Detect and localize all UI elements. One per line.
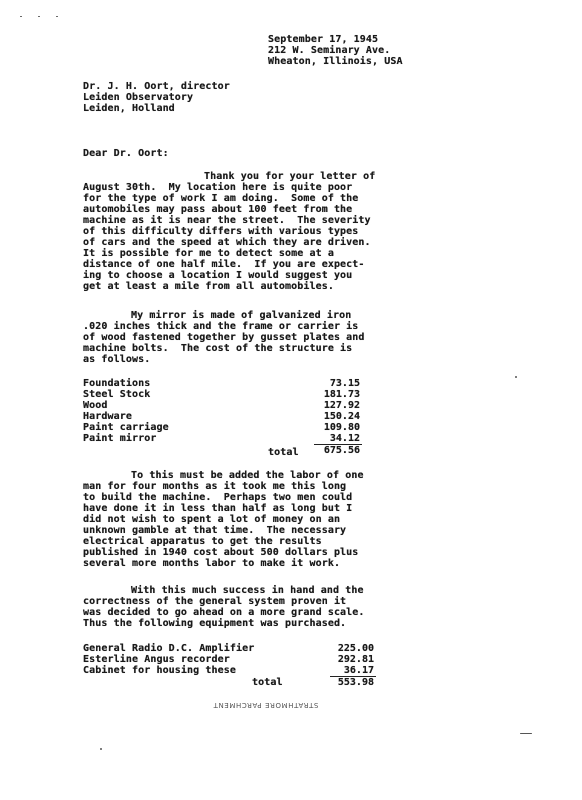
paragraph-line: to build the machine. Perhaps two men could (83, 492, 353, 503)
cost-label: Wood (83, 400, 108, 411)
paragraph-line: machine as it is near the street. The severity (83, 215, 371, 226)
cost-total-label: total (268, 447, 299, 458)
paragraph-line: My mirror is made of galvanized iron (131, 310, 352, 321)
cost-label: Hardware (83, 411, 132, 422)
speck (520, 733, 532, 734)
speck (56, 16, 58, 17)
paper-watermark: STRATHMORE PARCHMENT (213, 701, 319, 709)
paragraph-line: of wood fastened together by gusset plates and (83, 332, 365, 343)
equipment-amount: 225.00 (337, 643, 374, 654)
cost-amount: 181.73 (323, 389, 360, 400)
paragraph-line: was decided to go ahead on a more grand scale. (83, 607, 365, 618)
recipient-name: Dr. J. H. Oort, director (83, 81, 230, 92)
recipient-org: Leiden Observatory (83, 92, 194, 103)
sender-city: Wheaton, Illinois, USA (268, 56, 403, 67)
paragraph-line: get at least a mile from all automobiles. (83, 281, 334, 292)
paragraph-line: distance of one half mile. If you are expect- (83, 259, 365, 270)
speck (100, 748, 102, 750)
equipment-total-label: total (252, 677, 283, 688)
paragraph-line: unknown gamble at that time. The necessary (83, 525, 347, 536)
paragraph-line: for the type of work I am doing. Some of the (83, 193, 359, 204)
cost-amount: 109.80 (323, 422, 360, 433)
paragraph-line: as follows. (83, 354, 151, 365)
salutation: Dear Dr. Oort: (83, 148, 169, 159)
paragraph-line: did not wish to spent a lot of money on an (83, 514, 341, 525)
paragraph-line: of this difficulty differs with various types (83, 226, 359, 237)
paragraph-line: With this much success in hand and the (131, 585, 364, 596)
paragraph-line: have done it in less than half as long but I (83, 503, 353, 514)
speck (20, 16, 22, 17)
paragraph-line: man for four months as it took me this long (83, 481, 347, 492)
equipment-amount: 292.81 (337, 654, 374, 665)
paragraph-line: It is possible for me to detect some at a (83, 248, 334, 259)
cost-amount: 34.12 (329, 433, 360, 444)
sender-date: September 17, 1945 (268, 34, 379, 45)
cost-label: Steel Stock (83, 389, 151, 400)
cost-label: Paint carriage (83, 422, 169, 433)
equipment-label: General Radio D.C. Amplifier (83, 643, 255, 654)
paragraph-line: Thank you for your letter of (204, 171, 376, 182)
paragraph-line: of cars and the speed at which they are driven. (83, 237, 371, 248)
paragraph-line: published in 1940 cost about 500 dollars plus (83, 547, 359, 558)
paragraph-line: August 30th. My location here is quite poor (83, 182, 353, 193)
cost-amount: 73.15 (329, 378, 360, 389)
paragraph-line: machine bolts. The cost of the structure is (83, 343, 353, 354)
cost-amount: 150.24 (323, 411, 360, 422)
cost-total-amount: 675.56 (323, 445, 360, 456)
equipment-label: Cabinet for housing these (83, 665, 237, 676)
sender-street: 212 W. Seminary Ave. (268, 45, 391, 56)
equipment-total-amount: 553.98 (337, 677, 374, 688)
recipient-city: Leiden, Holland (83, 103, 175, 114)
paragraph-line: Thus the following equipment was purchased. (83, 618, 347, 629)
equipment-label: Esterline Angus recorder (83, 654, 230, 665)
paragraph-line: several more months labor to make it work. (83, 558, 341, 569)
cost-amount: 127.92 (323, 400, 360, 411)
paragraph-line: automobiles may pass about 100 feet from the (83, 204, 353, 215)
speck (515, 376, 517, 378)
paragraph-line: ing to choose a location I would suggest you (83, 270, 353, 281)
equipment-amount: 36.17 (343, 665, 374, 676)
paragraph-line: electrical apparatus to get the results (83, 536, 322, 547)
paragraph-line: .020 inches thick and the frame or carrier is (83, 321, 359, 332)
paragraph-line: correctness of the general system proven it (83, 596, 347, 607)
paragraph-line: To this must be added the labor of one (131, 470, 364, 481)
cost-label: Foundations (83, 378, 151, 389)
cost-label: Paint mirror (83, 433, 157, 444)
speck (38, 16, 40, 17)
